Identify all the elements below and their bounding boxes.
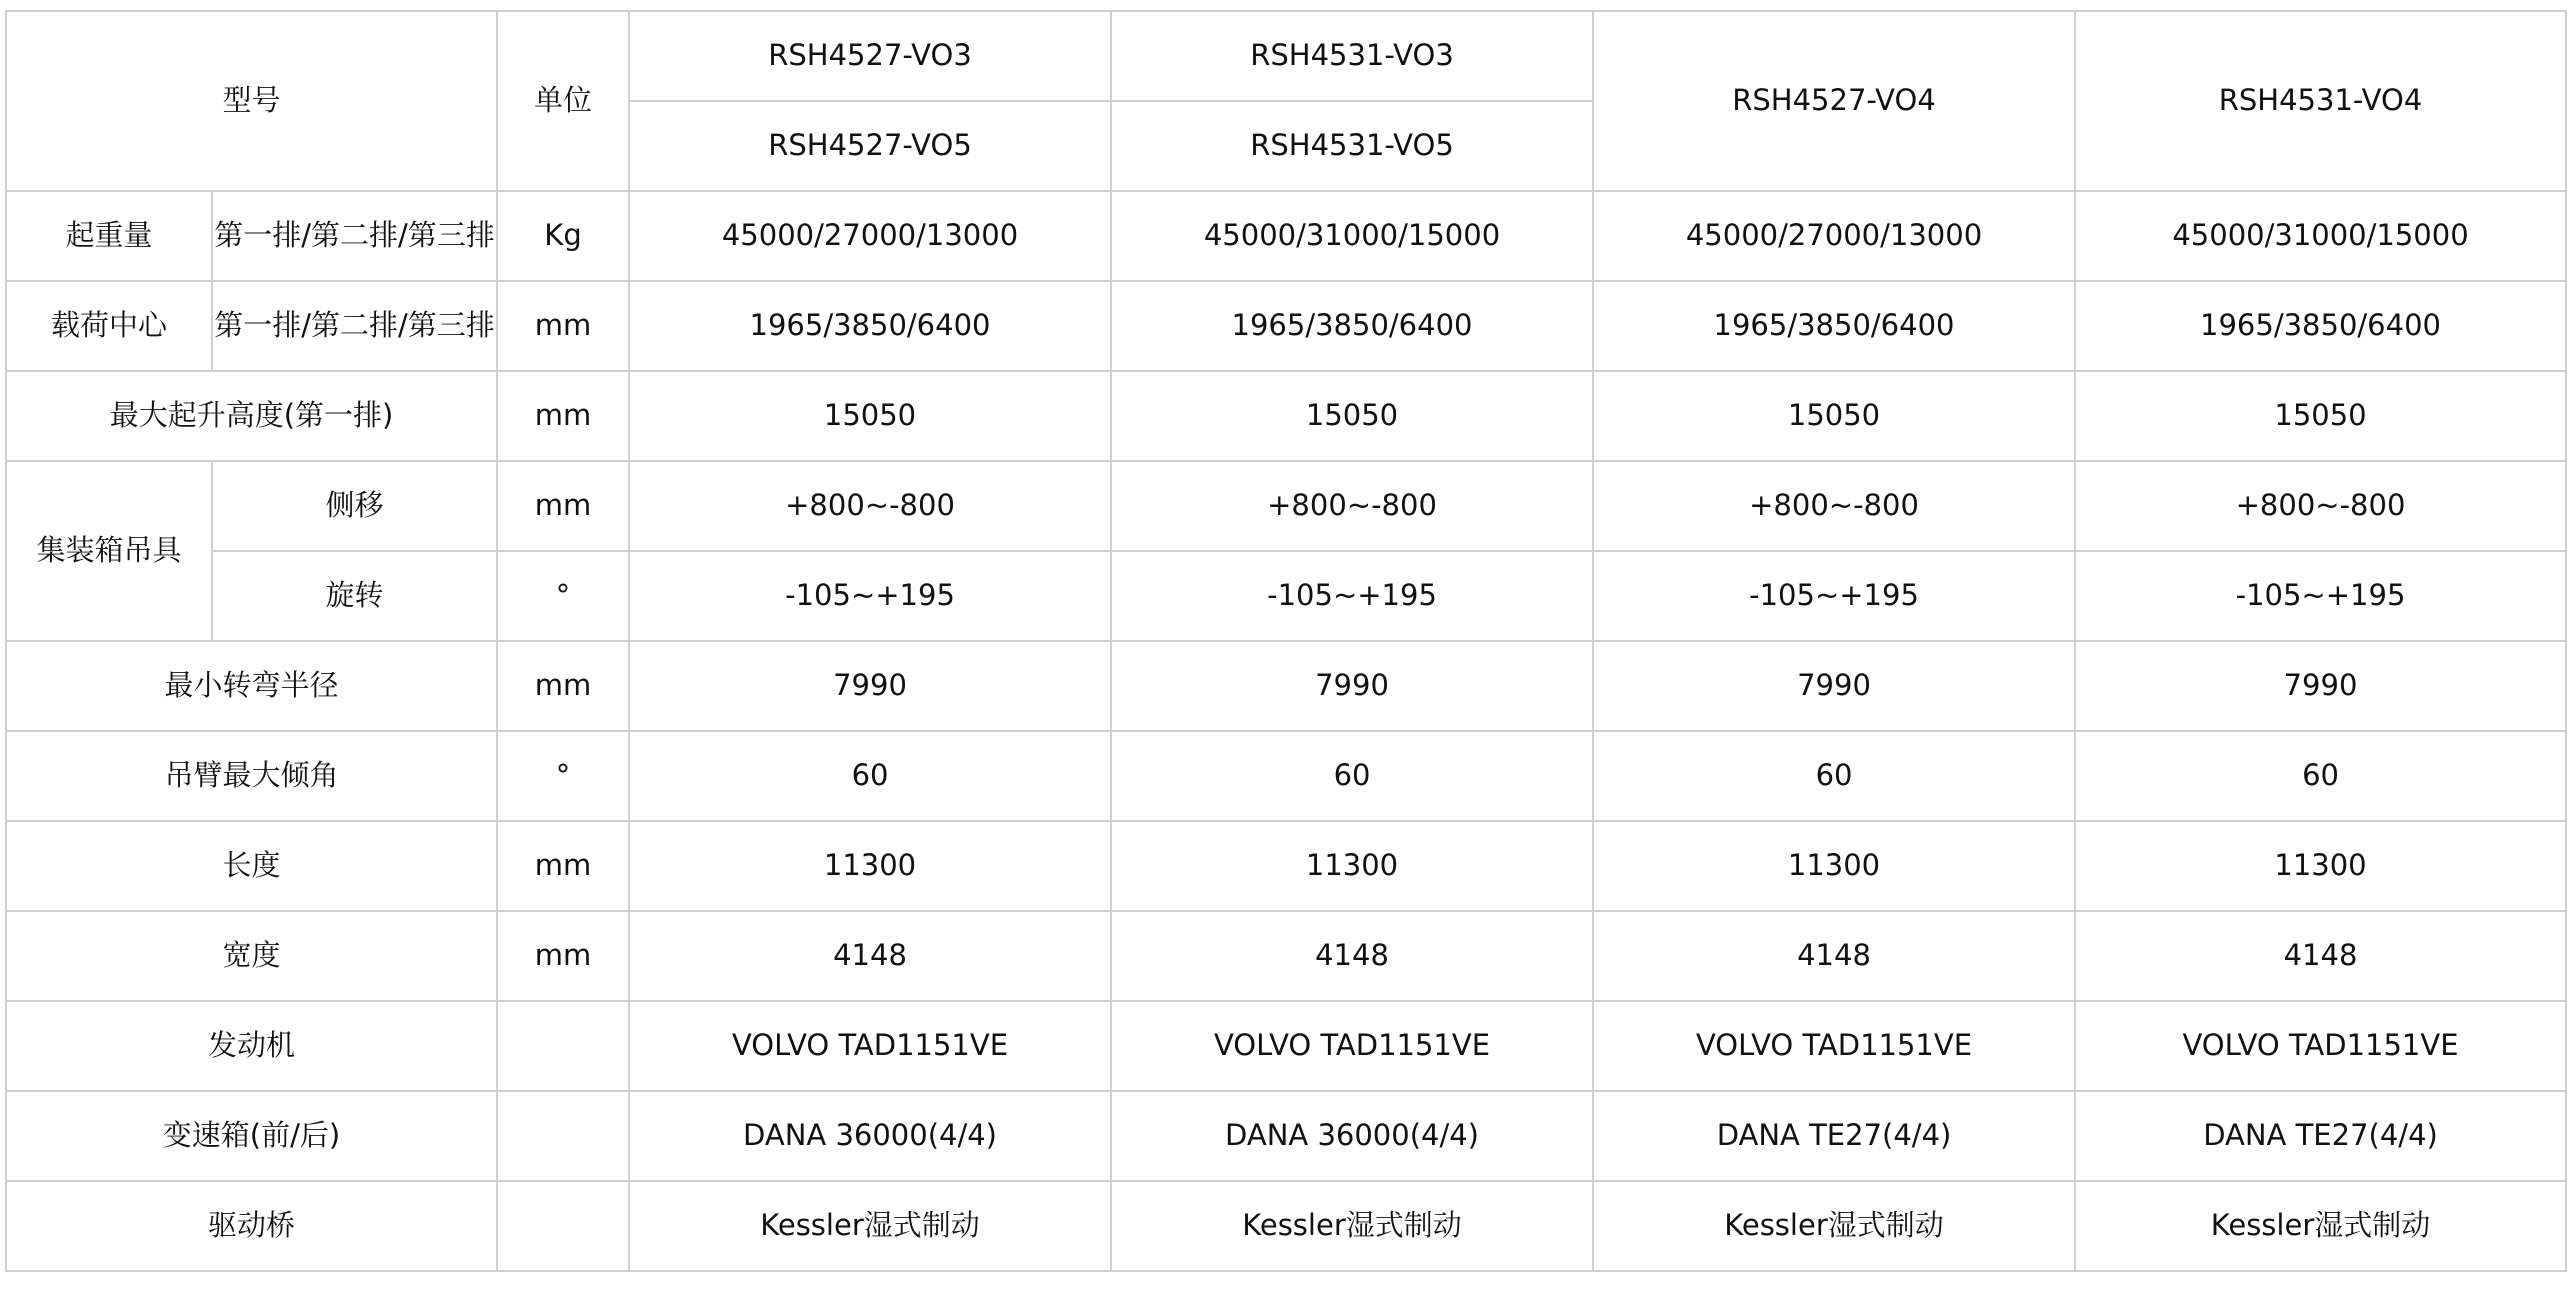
row-max-lift-height — [6, 371, 2566, 461]
value-cell: 45000/31000/15000 — [1111, 191, 1593, 281]
value-cell: 60 — [1593, 731, 2075, 821]
row-label: 吊臂最大倾角 — [6, 731, 497, 821]
value-cell: VOLVO TAD1151VE — [1593, 1001, 2075, 1091]
unit-cell: mm — [497, 641, 629, 731]
value-cell: 7990 — [629, 641, 1111, 731]
value-cell: VOLVO TAD1151VE — [1111, 1001, 1593, 1091]
value-cell: 15050 — [1593, 371, 2075, 461]
row-label: 长度 — [6, 821, 497, 911]
row-sublabel: 侧移 — [212, 461, 497, 551]
value-cell: 15050 — [1111, 371, 1593, 461]
header-row — [6, 11, 2566, 101]
value-cell: DANA TE27(4/4) — [2075, 1091, 2566, 1181]
value-cell: DANA 36000(4/4) — [1111, 1091, 1593, 1181]
row-label: 变速箱(前/后) — [6, 1091, 497, 1181]
unit-cell: mm — [497, 371, 629, 461]
row-sublabel: 第一排/第二排/第三排 — [212, 191, 497, 281]
value-cell: -105~+195 — [1593, 551, 2075, 641]
row-side-shift — [6, 461, 2566, 551]
value-cell: VOLVO TAD1151VE — [629, 1001, 1111, 1091]
row-label: 驱动桥 — [6, 1181, 497, 1271]
value-cell: 11300 — [629, 821, 1111, 911]
row-load-center — [6, 281, 2566, 371]
value-cell: 4148 — [2075, 911, 2566, 1001]
value-cell: 60 — [1111, 731, 1593, 821]
value-cell: 7990 — [1111, 641, 1593, 731]
unit-cell: Kg — [497, 191, 629, 281]
value-cell: 1965/3850/6400 — [2075, 281, 2566, 371]
value-cell: DANA TE27(4/4) — [1593, 1091, 2075, 1181]
row-label: 宽度 — [6, 911, 497, 1001]
row-drive-axle — [6, 1181, 2566, 1271]
model-name: RSH4527-VO3 — [629, 11, 1111, 101]
value-cell: +800~-800 — [2075, 461, 2566, 551]
row-sublabel: 第一排/第二排/第三排 — [212, 281, 497, 371]
value-cell: +800~-800 — [1593, 461, 2075, 551]
row-label: 集装箱吊具 — [6, 461, 212, 641]
value-cell: 45000/31000/15000 — [2075, 191, 2566, 281]
value-cell: +800~-800 — [1111, 461, 1593, 551]
row-transmission — [6, 1091, 2566, 1181]
unit-cell: mm — [497, 821, 629, 911]
model-name: RSH4531-VO3 — [1111, 11, 1593, 101]
row-label: 最大起升高度(第一排) — [6, 371, 497, 461]
value-cell: Kessler湿式制动 — [1111, 1181, 1593, 1271]
unit-cell — [497, 1181, 629, 1271]
value-cell: 60 — [2075, 731, 2566, 821]
value-cell: 1965/3850/6400 — [629, 281, 1111, 371]
row-label: 最小转弯半径 — [6, 641, 497, 731]
value-cell: DANA 36000(4/4) — [629, 1091, 1111, 1181]
unit-header: 单位 — [497, 11, 629, 191]
row-min-turning-radius — [6, 641, 2566, 731]
value-cell: VOLVO TAD1151VE — [2075, 1001, 2566, 1091]
row-engine — [6, 1001, 2566, 1091]
unit-cell — [497, 1091, 629, 1181]
value-cell: -105~+195 — [2075, 551, 2566, 641]
unit-cell: mm — [497, 911, 629, 1001]
row-lift-capacity — [6, 191, 2566, 281]
value-cell: 15050 — [2075, 371, 2566, 461]
row-sublabel: 旋转 — [212, 551, 497, 641]
unit-cell: mm — [497, 461, 629, 551]
unit-cell: ° — [497, 731, 629, 821]
value-cell: 15050 — [629, 371, 1111, 461]
value-cell: 11300 — [1111, 821, 1593, 911]
row-label: 载荷中心 — [6, 281, 212, 371]
value-cell: 7990 — [1593, 641, 2075, 731]
value-cell: 4148 — [629, 911, 1111, 1001]
model-name: RSH4527-VO5 — [629, 101, 1111, 191]
unit-cell — [497, 1001, 629, 1091]
value-cell: Kessler湿式制动 — [629, 1181, 1111, 1271]
value-cell: 11300 — [1593, 821, 2075, 911]
value-cell: -105~+195 — [629, 551, 1111, 641]
spec-table — [5, 10, 2567, 1272]
value-cell: -105~+195 — [1111, 551, 1593, 641]
row-label: 起重量 — [6, 191, 212, 281]
value-cell: 60 — [629, 731, 1111, 821]
value-cell: 1965/3850/6400 — [1111, 281, 1593, 371]
value-cell: 4148 — [1593, 911, 2075, 1001]
value-cell: 45000/27000/13000 — [629, 191, 1111, 281]
model-name: RSH4531-VO5 — [1111, 101, 1593, 191]
value-cell: 4148 — [1111, 911, 1593, 1001]
model-header: 型号 — [6, 11, 497, 191]
value-cell: 11300 — [2075, 821, 2566, 911]
row-rotation — [6, 551, 2566, 641]
value-cell: 45000/27000/13000 — [1593, 191, 2075, 281]
model-name: RSH4527-VO4 — [1593, 11, 2075, 191]
model-name: RSH4531-VO4 — [2075, 11, 2566, 191]
value-cell: +800~-800 — [629, 461, 1111, 551]
row-boom-max-angle — [6, 731, 2566, 821]
row-label: 发动机 — [6, 1001, 497, 1091]
row-length — [6, 821, 2566, 911]
value-cell: Kessler湿式制动 — [1593, 1181, 2075, 1271]
value-cell: Kessler湿式制动 — [2075, 1181, 2566, 1271]
unit-cell: ° — [497, 551, 629, 641]
value-cell: 1965/3850/6400 — [1593, 281, 2075, 371]
value-cell: 7990 — [2075, 641, 2566, 731]
unit-cell: mm — [497, 281, 629, 371]
row-width — [6, 911, 2566, 1001]
